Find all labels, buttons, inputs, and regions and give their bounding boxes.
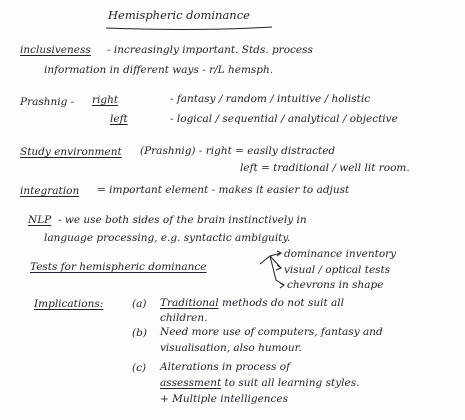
- implication-c-underlined: assessment: [160, 377, 222, 389]
- implication-a-line2: children.: [160, 312, 208, 324]
- tests-brace-arrows: [260, 253, 284, 285]
- study-environment-paren: (Prashnig) - right = easily distracted: [140, 145, 336, 157]
- implication-b-line2: visualisation, also humour.: [160, 342, 302, 354]
- prashnig-term: Prashnig -: [20, 96, 75, 108]
- tests-item-3: chevrons in shape: [287, 279, 384, 291]
- study-environment-line2: left = traditional / well lit room.: [240, 162, 410, 174]
- integration-text: = important element - makes it easier to adjust: [97, 184, 350, 196]
- implication-b-marker: (b): [132, 327, 147, 339]
- inclusiveness-line2: information in different ways - r/L hemsph.: [44, 64, 274, 76]
- prashnig-right-text: - fantasy / random / intuitive / holistic: [170, 93, 371, 105]
- implication-a-underlined: Traditional: [160, 297, 219, 309]
- prashnig-left-label: left: [110, 113, 128, 125]
- title-underline: [106, 27, 272, 29]
- nlp-term: NLP: [28, 214, 52, 226]
- tests-item-1: dominance inventory: [284, 248, 397, 260]
- tests-term: Tests for hemispheric dominance: [30, 261, 207, 273]
- integration-term: integration: [20, 185, 80, 197]
- study-environment-term: Study environment: [20, 146, 122, 158]
- nlp-line1: - we use both sides of the brain instinctively in: [58, 214, 307, 226]
- page-title: Hemispheric dominance: [108, 8, 250, 22]
- inclusiveness-line1: - increasingly important. Stds. process: [107, 44, 313, 56]
- prashnig-left-text: - logical / sequential / analytical / objective: [170, 113, 398, 125]
- implication-c-line1: Alterations in process of: [160, 361, 290, 373]
- implication-c-rest: to suit all learning styles.: [224, 377, 360, 389]
- implication-a-rest: methods do not suit all: [222, 297, 344, 309]
- implication-b-line1: Need more use of computers, fantasy and: [160, 326, 383, 338]
- implications-label: Implications:: [34, 298, 104, 310]
- inclusiveness-term: inclusiveness: [20, 44, 91, 56]
- implication-a-marker: (a): [132, 298, 147, 310]
- tests-item-2: visual / optical tests: [284, 264, 391, 276]
- implication-c-marker: (c): [132, 362, 147, 374]
- nlp-line2: language processing, e.g. syntactic ambiguity.: [44, 232, 291, 244]
- implication-c-line3: + Multiple intelligences: [160, 393, 289, 405]
- prashnig-right-label: right: [92, 94, 119, 106]
